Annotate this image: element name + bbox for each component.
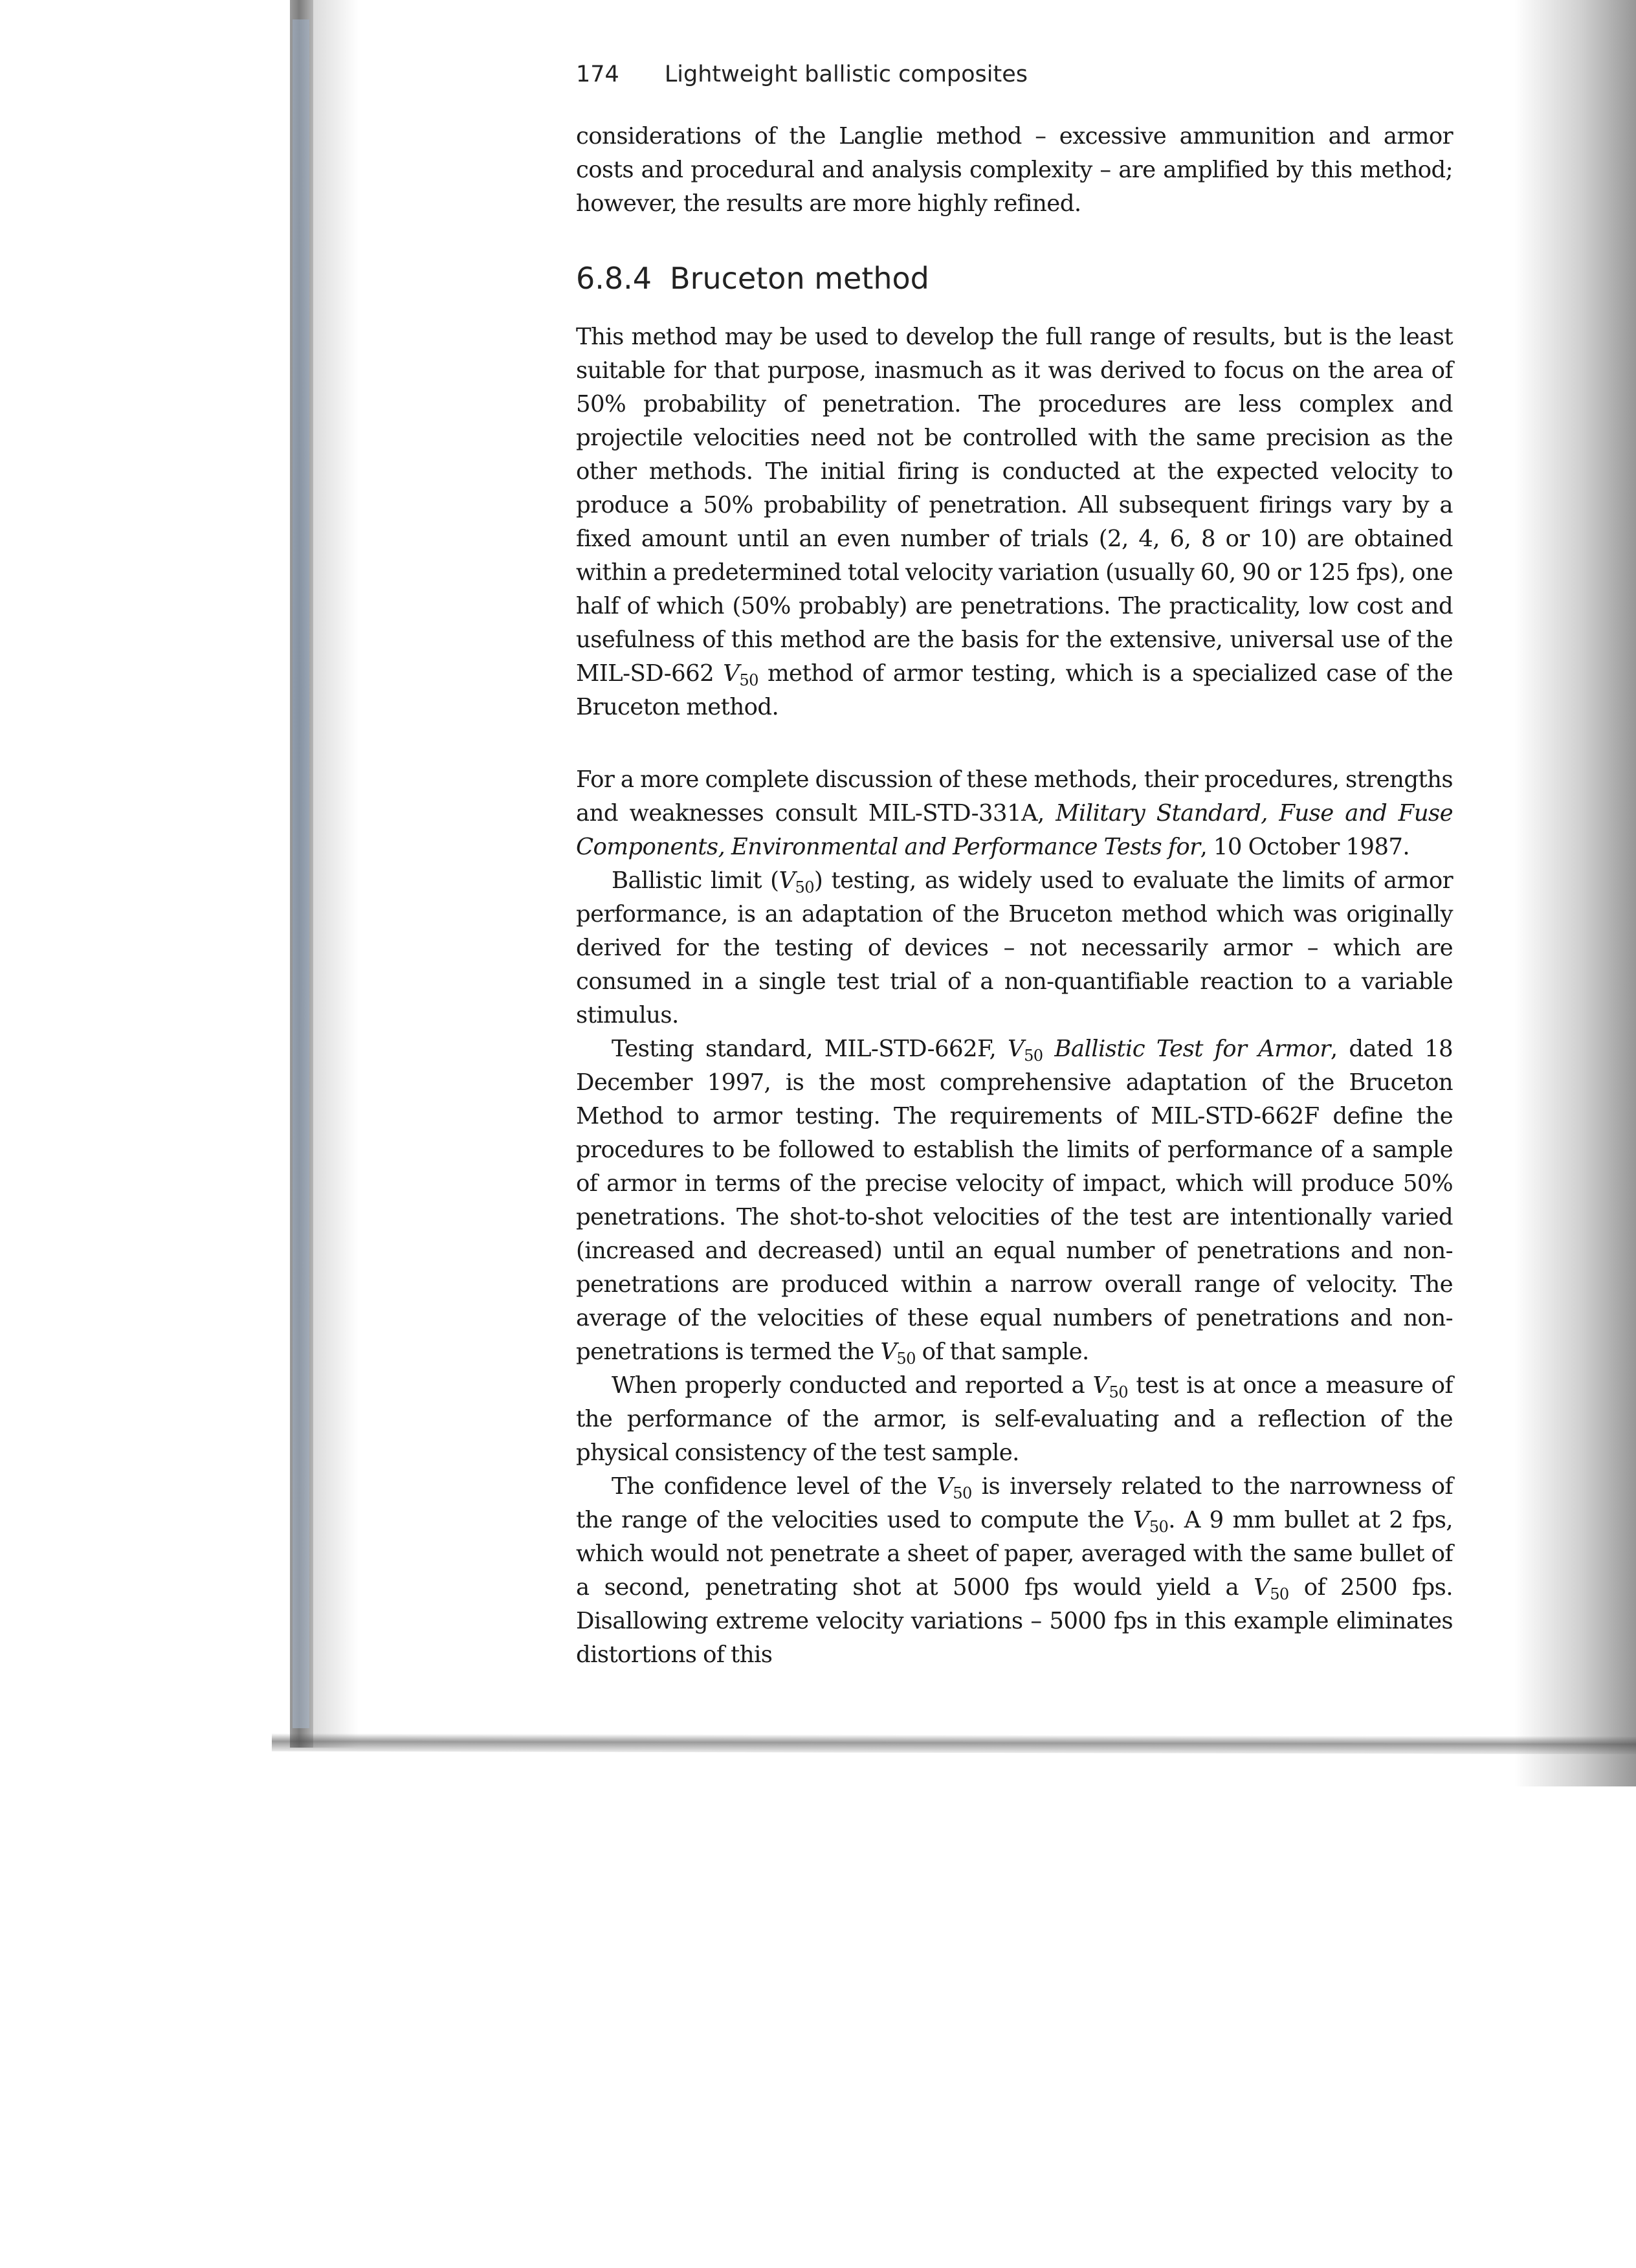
section-heading <box>576 261 1453 296</box>
v50-symbol: V <box>1092 1372 1109 1399</box>
v50-symbol: V <box>1133 1507 1149 1533</box>
page-curl-shadow <box>1514 0 1636 1786</box>
v50-symbol: V <box>779 867 795 894</box>
v50-symbol: V <box>723 660 740 687</box>
paragraph-ballistic-limit: Ballistic limit $(V_{50})$ testing, as widely used to evaluate the limits of armor performance, is an adaptation of the Bruceton method which was originally derived for the testing of devices – not necessarily armor – which are consumed in a single test trial of a non-quantifiable reaction to a variable stimulus. <box>576 867 1453 1028</box>
running-header <box>576 61 1453 87</box>
book-bottom-edge <box>272 1733 1636 1754</box>
v50-symbol: V <box>880 1339 897 1365</box>
paragraph-confidence-level: The confidence level of the $V_{50}$ is inversely related to the narrowness of the range of the velocities used to compute the $V_{50}$. A 9 mm bullet at 2 fps, which would not penetrate a sheet of paper, averaged with the same bullet of a second, penetrating shot at 5000 fps would yield a $V_{50}$ of 2500 fps. Disallowing extreme velocity variations – 5000 fps in this example eliminates distortions of this <box>576 1473 1453 1668</box>
v50-symbol: V <box>1008 1036 1024 1062</box>
page-content <box>576 61 1453 1672</box>
paragraph-properly-conducted: When properly conducted and reported a $V_{50}$ test is at once a measure of the performance of the armor, is self-evaluating and a reflection of the physical consistency of the test sample. <box>576 1372 1453 1466</box>
section-title: Bruceton method <box>670 261 929 296</box>
running-title: Lightweight ballistic composites <box>664 61 1028 87</box>
paragraph-langlie-continuation: considerations of the Langlie method – excessive ammunition and armor costs and procedural and analysis complexity – are amplified by this method; however, the results are more highly refined. <box>576 123 1453 217</box>
book-spine-tint <box>293 19 309 1728</box>
paragraph-further-discussion: For a more complete discussion of these methods, their procedures, strengths and weaknesses consult MIL-STD-331A, Military Standard, Fuse and Fuse Components, Environmental and Performance Tests for, 10 October 1987. <box>576 766 1453 860</box>
spine-shadow <box>313 0 359 1748</box>
paragraph-testing-standard: Testing standard, MIL-STD-662F, $V_{50}$ Ballistic Test for Armor, dated 18 December 1997, is the most comprehensive adaptation of the Bruceton Method to armor testing. The requirements of MIL-STD-662F define the procedures to be followed to establish the limits of performance of a sample of armor in terms of the precise velocity of impact, which will produce 50% penetrations. The shot-to-shot velocities of the test are intentionally varied (increased and decreased) until an equal number of penetrations and non-penetrations are produced within a narrow overall range of velocity. The average of the velocities of these equal numbers of penetrations and non-penetrations is termed the $V_{50}$ of that sample. <box>576 1036 1454 1368</box>
standard-title: Ballistic Test for Armor <box>1043 1036 1331 1062</box>
section-number: 6.8.4 <box>576 261 652 296</box>
v50-symbol: V <box>1254 1574 1270 1601</box>
paragraph-bruceton-intro: This method may be used to develop the full range of results, but is the least suitable for that purpose, inasmuch as it was derived to focus on the area of 50% probability of penetration. The procedures are less complex and projectile velocities need not be controlled with the same precision as the other methods. The initial firing is conducted at the expected velocity to produce a 50% probability of penetration. All subsequent firings vary by a fixed amount until an even number of trials (2, 4, 6, 8 or 10) are obtained within a predetermined total velocity variation (usually 60, 90 or 125 fps), one half of which (50% probably) are penetrations. The practicality, low cost and usefulness of this method are the basis for the extensive, universal use of the MIL-SD-662 $V_{50}$ method of armor testing, which is a specialized case of the Bruceton method. <box>576 324 1453 720</box>
v50-symbol: V <box>936 1473 953 1500</box>
reference-title: Military Standard, Fuse and Fuse Components, Environmental and Performance Tests for <box>576 800 1453 860</box>
page-number: 174 <box>576 61 619 87</box>
